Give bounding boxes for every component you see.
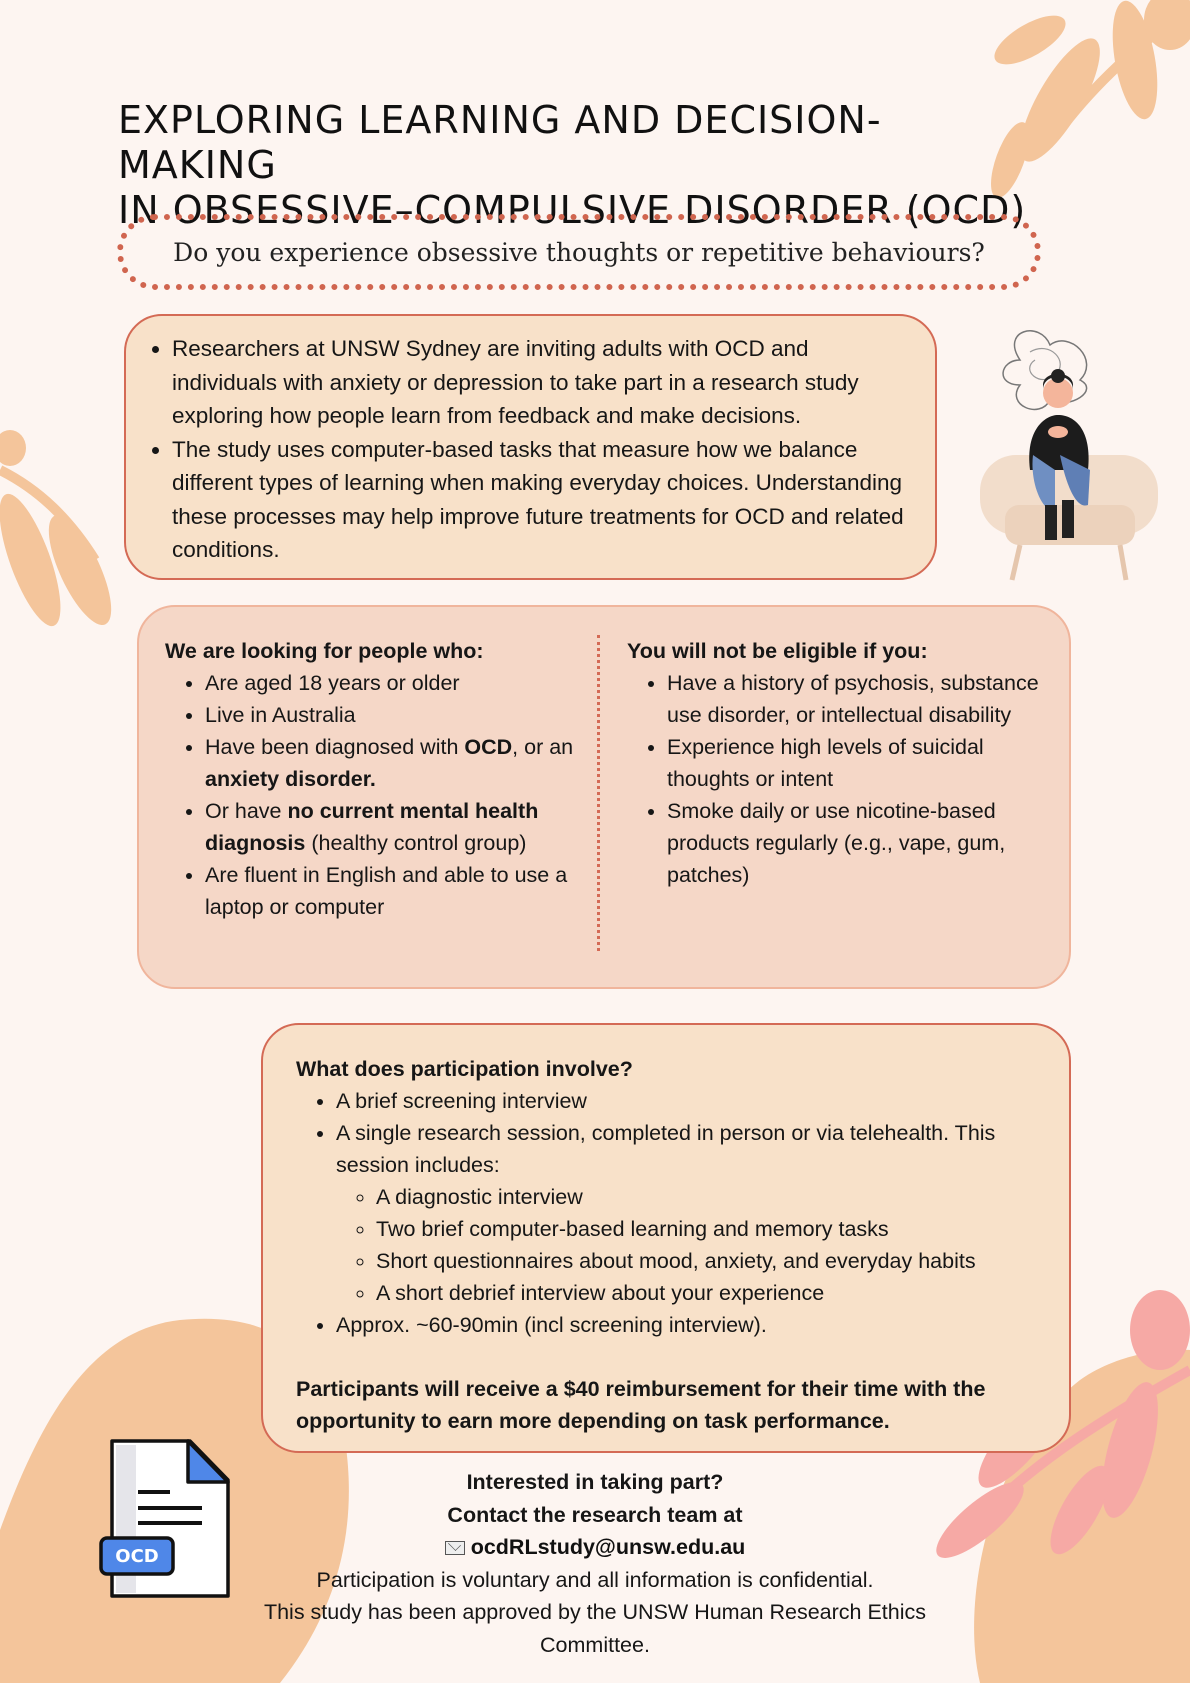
page-title <box>118 98 1038 233</box>
participation-list <box>296 1085 1049 1341</box>
participation-box <box>261 1023 1071 1453</box>
inclusion-text: , or an <box>512 735 574 759</box>
participation-item <box>336 1117 1049 1309</box>
inclusion-bold-no-diagnosis: no current mental health diagnosis <box>205 799 539 855</box>
inclusion-bold-anxiety: anxiety disorder. <box>205 767 376 791</box>
inclusion-item: • Live in Australia <box>205 699 595 731</box>
eligibility-box <box>137 605 1071 989</box>
session-item: ◦ A diagnostic interview <box>376 1181 1049 1213</box>
contact-section <box>200 1466 990 1661</box>
inclusion-text: (healthy control group) <box>305 831 527 855</box>
inclusion-bold-ocd: OCD <box>464 735 513 759</box>
contact-prompt: Interested in taking part? <box>466 1470 724 1494</box>
session-sublist <box>336 1181 1049 1309</box>
inclusion-item <box>205 731 595 795</box>
question-banner <box>117 214 1041 290</box>
participation-heading: What does participation involve? <box>296 1057 633 1081</box>
woman-armchair-illustration <box>980 331 1158 580</box>
inclusion-heading: We are looking for people who: <box>165 639 484 663</box>
participation-item: • Approx. ~60-90min (incl screening interview). <box>336 1309 1049 1341</box>
participation-session-text: A single research session, completed in person or via telehealth. This session includes: <box>336 1121 996 1177</box>
intro-box <box>124 314 937 580</box>
intro-item: • Researchers at UNSW Sydney are inviting adults with OCD and individuals with anxiety or depression to take part in a research study exploring how people learn from feedback and make decisions. <box>172 332 915 433</box>
exclusion-item: • Have a history of psychosis, substance use disorder, or intellectual disability <box>667 667 1057 731</box>
inclusion-text: Have been diagnosed with <box>205 735 465 759</box>
voluntary-note: Participation is voluntary and all information is confidential. <box>316 1567 874 1592</box>
exclusion-column <box>627 635 1057 891</box>
ethics-note: This study has been approved by the UNSW Human Research Ethics Committee. <box>263 1600 927 1657</box>
column-divider <box>597 635 600 951</box>
contact-email-row <box>200 1531 990 1564</box>
exclusion-heading: You will not be eligible if you: <box>627 639 928 663</box>
contact-email-link[interactable]: ocdRLstudy@unsw.edu.au <box>470 1535 746 1559</box>
title-line-2: IN OBSESSIVE–COMPULSIVE DISORDER (OCD) <box>118 188 1027 232</box>
leaf-branch-left <box>0 430 123 633</box>
document-icon-label: OCD <box>115 1546 159 1567</box>
inclusion-item <box>205 795 595 859</box>
session-item: ◦ Two brief computer-based learning and memory tasks <box>376 1213 1049 1245</box>
intro-item: • The study uses computer-based tasks that measure how we balance different types of learning when making everyday choices. Understanding these processes may help improve future treatments for OCD and related conditions. <box>172 433 915 567</box>
contact-team: Contact the research team at <box>447 1502 743 1527</box>
question-text: Do you experience obsessive thoughts or repetitive behaviours? <box>173 237 985 267</box>
inclusion-list <box>165 667 595 923</box>
inclusion-column <box>165 635 595 923</box>
envelope-icon <box>445 1541 465 1555</box>
inclusion-item: • Are fluent in English and able to use a laptop or computer <box>205 859 595 923</box>
session-item: ◦ Short questionnaires about mood, anxiety, and everyday habits <box>376 1245 1049 1277</box>
exclusion-item: • Smoke daily or use nicotine-based products regularly (e.g., vape, gum, patches) <box>667 795 1057 891</box>
exclusion-list <box>627 667 1057 891</box>
participation-item: • A brief screening interview <box>336 1085 1049 1117</box>
inclusion-item: • Are aged 18 years or older <box>205 667 595 699</box>
intro-list <box>148 332 915 567</box>
exclusion-item: • Experience high levels of suicidal thoughts or intent <box>667 731 1057 795</box>
inclusion-text: Or have <box>205 799 288 823</box>
title-line-1: EXPLORING LEARNING AND DECISION-MAKING <box>118 98 882 187</box>
reimbursement-text: Participants will receive a $40 reimbursement for their time with the opportunity to earn more depending on task performance. <box>296 1377 986 1433</box>
session-item: ◦ A short debrief interview about your experience <box>376 1277 1049 1309</box>
